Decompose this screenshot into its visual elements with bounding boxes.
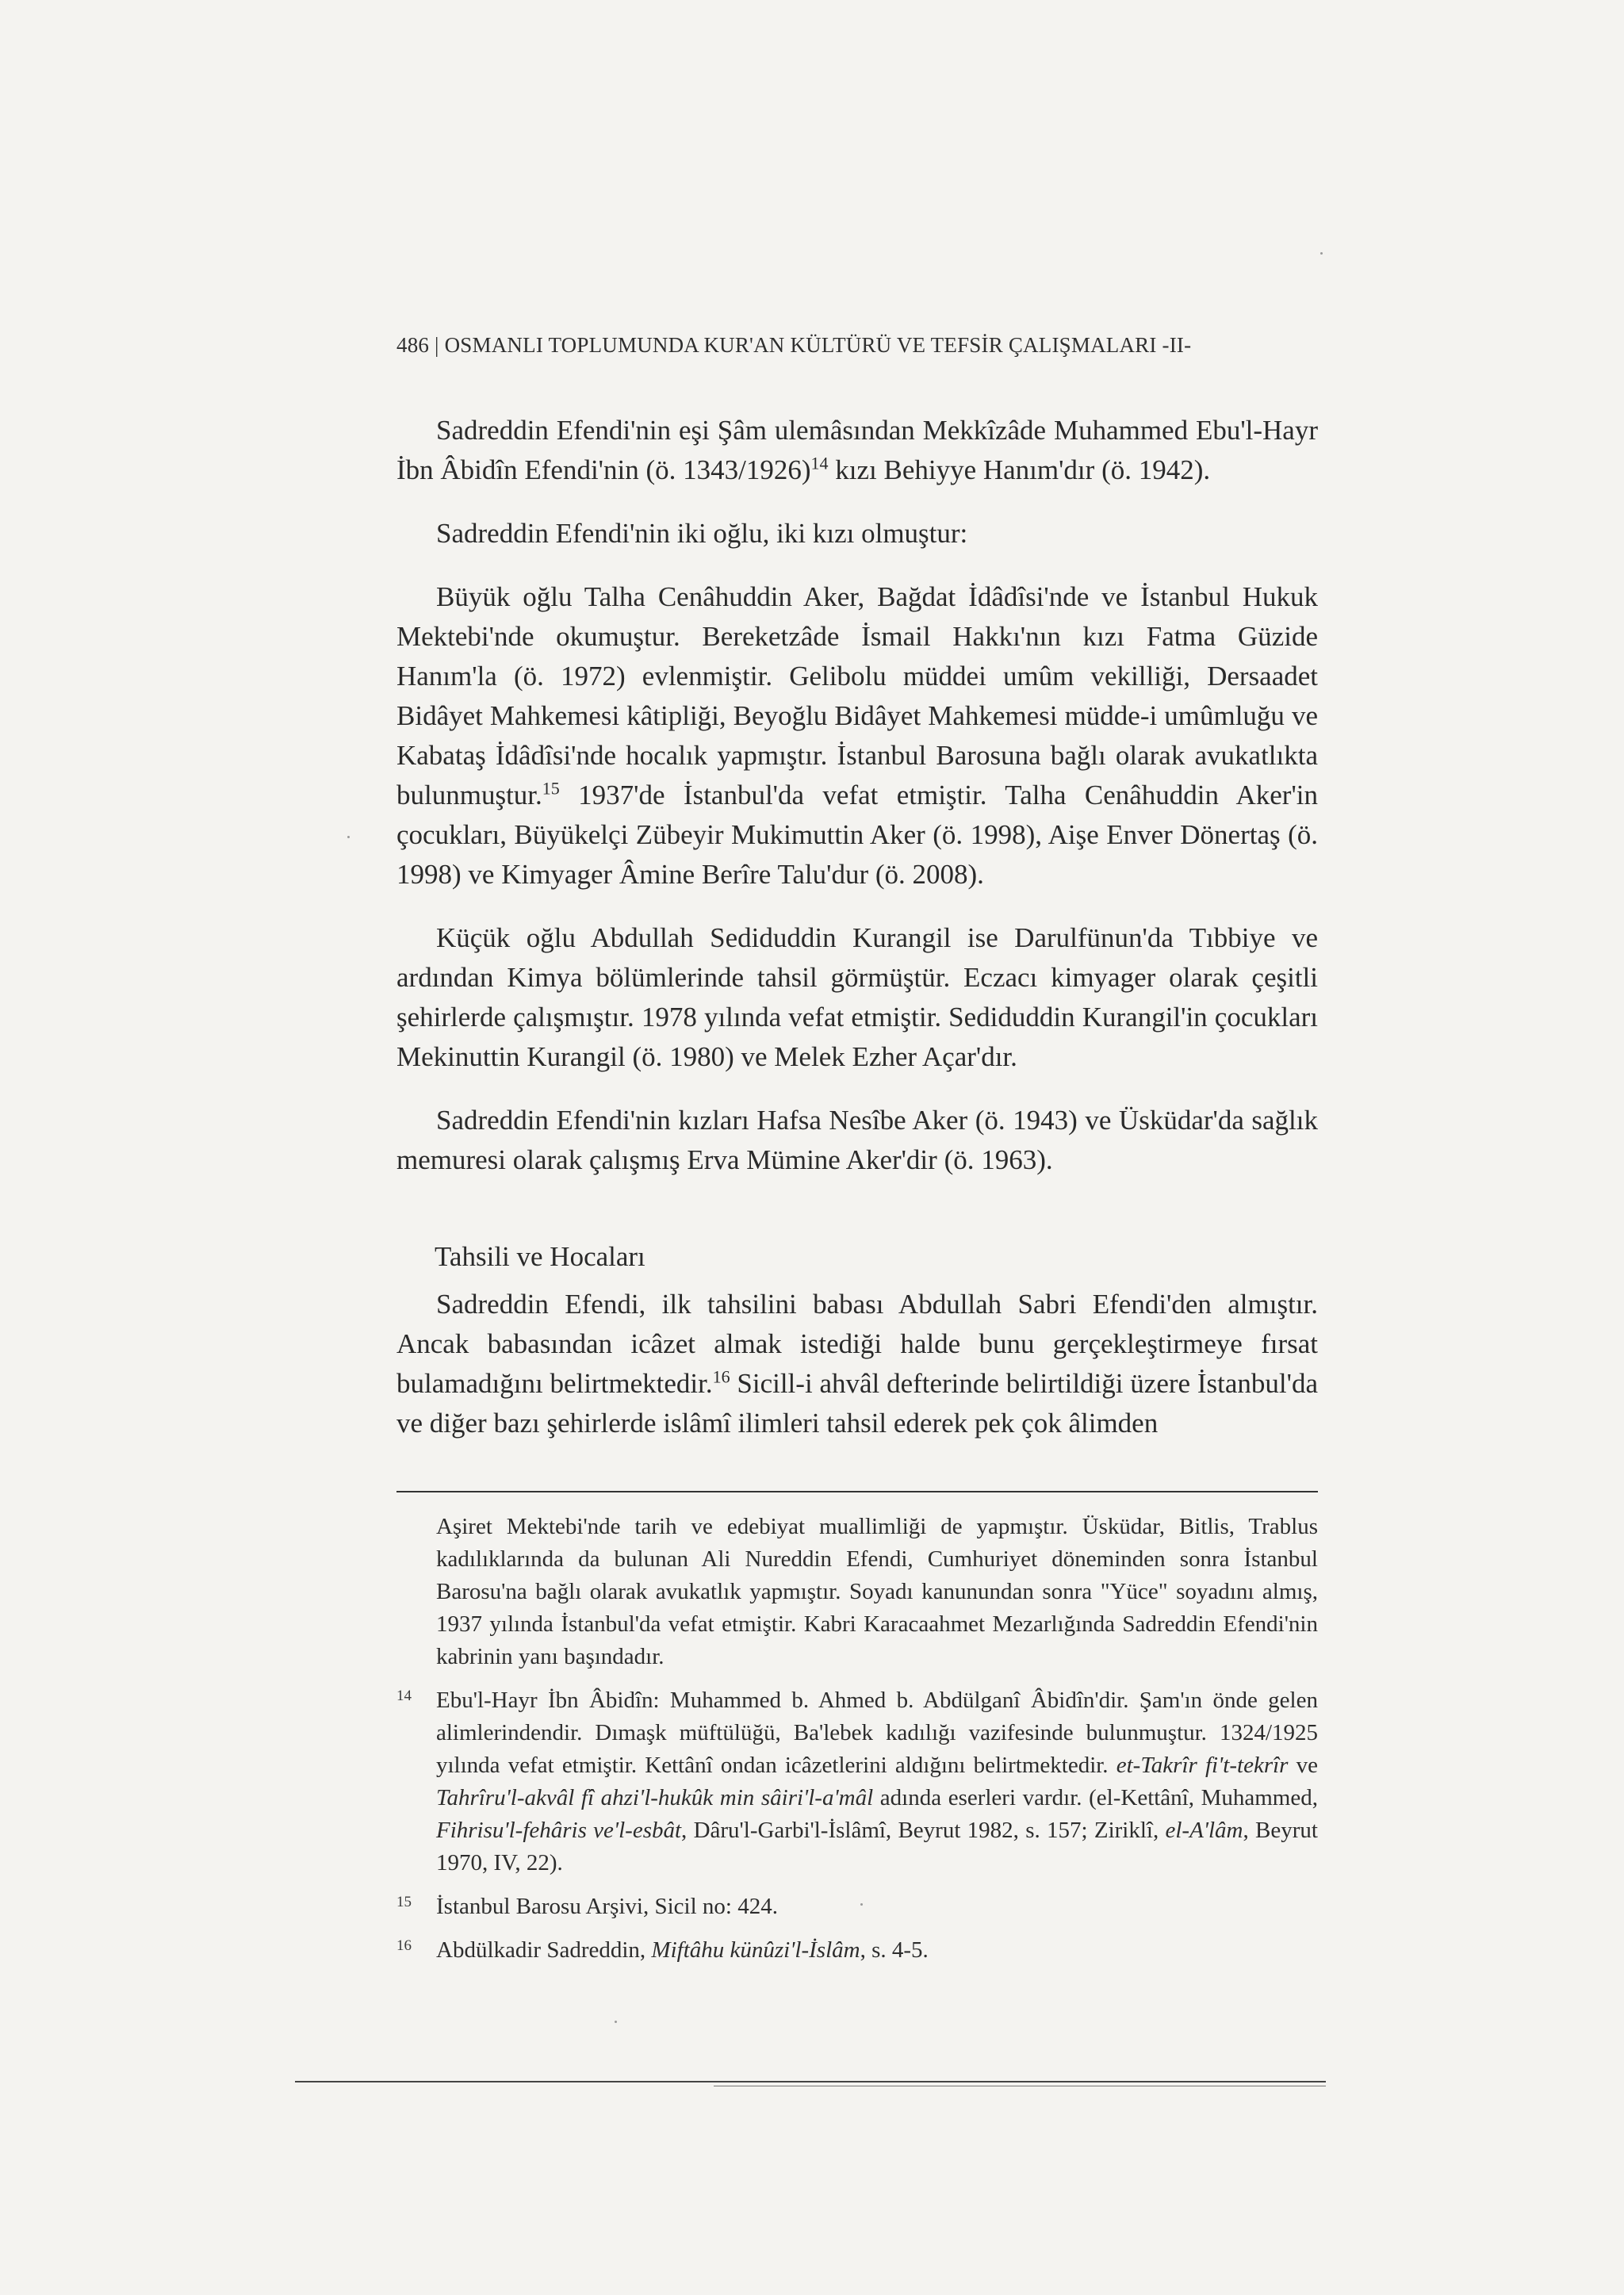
scan-edge-line xyxy=(295,2081,1326,2082)
scan-speck xyxy=(1320,252,1323,255)
footnote-text-part: Ebu'l-Hayr İbn Âbidîn: Muhammed b. Ahmed b. Abdülganî Âbidîn'dir. Şam'ın önde gelen alimlerindendir. Dımaşk müftülüğü, Ba'lebek kadılığı vazifesinde bulunmuştur. 1324/1925 yılında vefat etmiştir. Kettânî ondan icâzetlerini aldığını belirtmektedir. xyxy=(436,1688,1318,1778)
footnote-ref-15[interactable]: 15 xyxy=(542,778,560,799)
footnote-text-part: , Dâru'l-Garbi'l-İslâmî, Beyrut 1982, s. 157; Ziriklî, xyxy=(681,1818,1166,1843)
paragraph-education xyxy=(396,1285,1318,1443)
paragraph-text: Sadreddin Efendi'nin eşi Şâm ulemâsından Mekkîzâde Muhammed Ebu'l-Hayr İbn Âbidîn Efendi'nin (ö. 1343/1926) xyxy=(396,415,1318,485)
scan-speck xyxy=(860,1903,863,1906)
work-title: Miftâhu künûzi'l-İslâm xyxy=(651,1937,860,1963)
paragraph-text: Sadreddin Efendi, ilk tahsilini babası Abdullah Sabri Efendi'den almıştır. Ancak babasından icâzet almak istediği halde bunu gerçekleştirmeye fırsat bulamadığını belirtmektedir. xyxy=(396,1289,1318,1399)
footnote-text xyxy=(436,1934,1318,1967)
paragraph-text: Sadreddin Efendi'nin kızları Hafsa Nesîbe Aker (ö. 1943) ve Üsküdar'da sağlık memuresi olarak çalışmış Erva Mümine Aker'dir (ö. 1963). xyxy=(396,1105,1318,1175)
paragraph-text: Sadreddin Efendi'nin iki oğlu, iki kızı olmuştur: xyxy=(436,518,968,549)
section-heading: Tahsili ve Hocaları xyxy=(435,1241,645,1272)
footnote-ref-14[interactable]: 14 xyxy=(810,453,829,473)
work-title: Tahrîru'l-akvâl fî ahzi'l-hukûk min sâiri'l-a'mâl xyxy=(436,1785,874,1810)
paragraph-text: Sicill-i ahvâl defterinde belirtildiği üzere İstanbul'da ve diğer bazı şehirlerde islâmî ilimleri tahsil ederek pek çok âlimden xyxy=(396,1368,1318,1439)
running-head: 486 | OSMANLI TOPLUMUNDA KUR'AN KÜLTÜRÜ VE TEFSİR ÇALIŞMALARI -II- xyxy=(396,333,1192,357)
footnote-15 xyxy=(396,1891,1318,1923)
footnote-text-part: Abdülkadir Sadreddin, xyxy=(436,1937,652,1963)
footnote-text-part: , s. 4-5. xyxy=(860,1937,929,1963)
footnotes xyxy=(396,1511,1318,1978)
footnote-number: 14 xyxy=(396,1688,412,1704)
footnote-text-part: , Beyrut 1970, IV, 22). xyxy=(436,1818,1318,1875)
work-title: et-Takrîr fi't-tekrîr xyxy=(1116,1753,1289,1778)
footnote-number: 16 xyxy=(396,1937,412,1954)
section-body xyxy=(396,1285,1318,1443)
footnote-text: İstanbul Barosu Arşivi, Sicil no: 424. xyxy=(436,1894,778,1919)
work-title: el-A'lâm xyxy=(1165,1818,1243,1843)
scan-speck xyxy=(615,2021,617,2023)
footnote-text-part: ve xyxy=(1288,1753,1319,1778)
paragraph-text: Büyük oğlu Talha Cenâhuddin Aker, Bağdat İdâdîsi'nde ve İstanbul Hukuk Mektebi'nde okumuştur. Bereketzâde İsmail Hakkı'nın kızı Fatma Güzide Hanım'la (ö. 1972) evlenmiştir. Gelibolu müddei umûm vekilliği, Dersaadet Bidâyet Mahkemesi kâtipliği, Beyoğlu Bidâyet Mahkemesi müdde-i umûmluğu ve Kabataş İdâdîsi'nde hocalık yapmıştır. İstanbul Barosuna bağlı olarak avukatlıkta bulunmuştur. xyxy=(396,581,1318,810)
paragraph-text: Küçük oğlu Abdullah Sediduddin Kurangil ise Darulfünun'da Tıbbiye ve ardından Kimya bölümlerinde tahsil görmüştür. Eczacı kimyager olarak çeşitli şehirlerde çalışmıştır. 1978 yılında vefat etmiştir. Sediduddin Kurangil'in çocukları Mekinuttin Kurangil (ö. 1980) ve Melek Ezher Açar'dır. xyxy=(396,922,1318,1072)
work-title: Fihrisu'l-fehâris ve'l-esbât xyxy=(436,1818,682,1843)
footnote-continuation: Aşiret Mektebi'nde tarih ve edebiyat muallimliği de yapmıştır. Üsküdar, Bitlis, Trablus kadılıklarında da bulunan Ali Nureddin Efendi, Cumhuriyet döneminden sonra İstanbul Barosu'na bağlı olarak avukatlık yapmıştır. Soyadı kanunundan sonra "Yüce" soyadını almış, 1937 yılında İstanbul'da vefat etmiştir. Kabri Karacaahmet Mezarlığında Sadreddin Efendi'nin kabrinin yanı başındadır. xyxy=(436,1514,1318,1669)
footnote-ref-16[interactable]: 16 xyxy=(712,1366,730,1387)
body-text xyxy=(396,411,1318,1180)
paragraph-children xyxy=(396,514,1318,554)
footnote-text-part: adında eserleri vardır. (el-Kettânî, Muhammed, xyxy=(873,1785,1318,1810)
footnote-separator xyxy=(396,1491,1318,1492)
paragraph-text: 1937'de İstanbul'da vefat etmiştir. Talha Cenâhuddin Aker'in çocukları, Büyükelçi Zübeyir Mukimuttin Aker (ö. 1998), Aişe Enver Dönertaş (ö. 1998) ve Kimyager Âmine Berîre Talu'dur (ö. 2008). xyxy=(396,780,1318,890)
paragraph-text: kızı Behiyye Hanım'dır (ö. 1942). xyxy=(828,454,1211,485)
paragraph-daughters xyxy=(396,1101,1318,1180)
footnote-14 xyxy=(396,1684,1318,1879)
footnote-text xyxy=(436,1684,1318,1879)
paragraph-younger-son xyxy=(396,918,1318,1077)
footnote-16 xyxy=(396,1934,1318,1967)
paragraph-spouse xyxy=(396,411,1318,490)
paragraph-elder-son xyxy=(396,577,1318,895)
footnote-number: 15 xyxy=(396,1894,412,1910)
scan-speck xyxy=(347,836,350,838)
